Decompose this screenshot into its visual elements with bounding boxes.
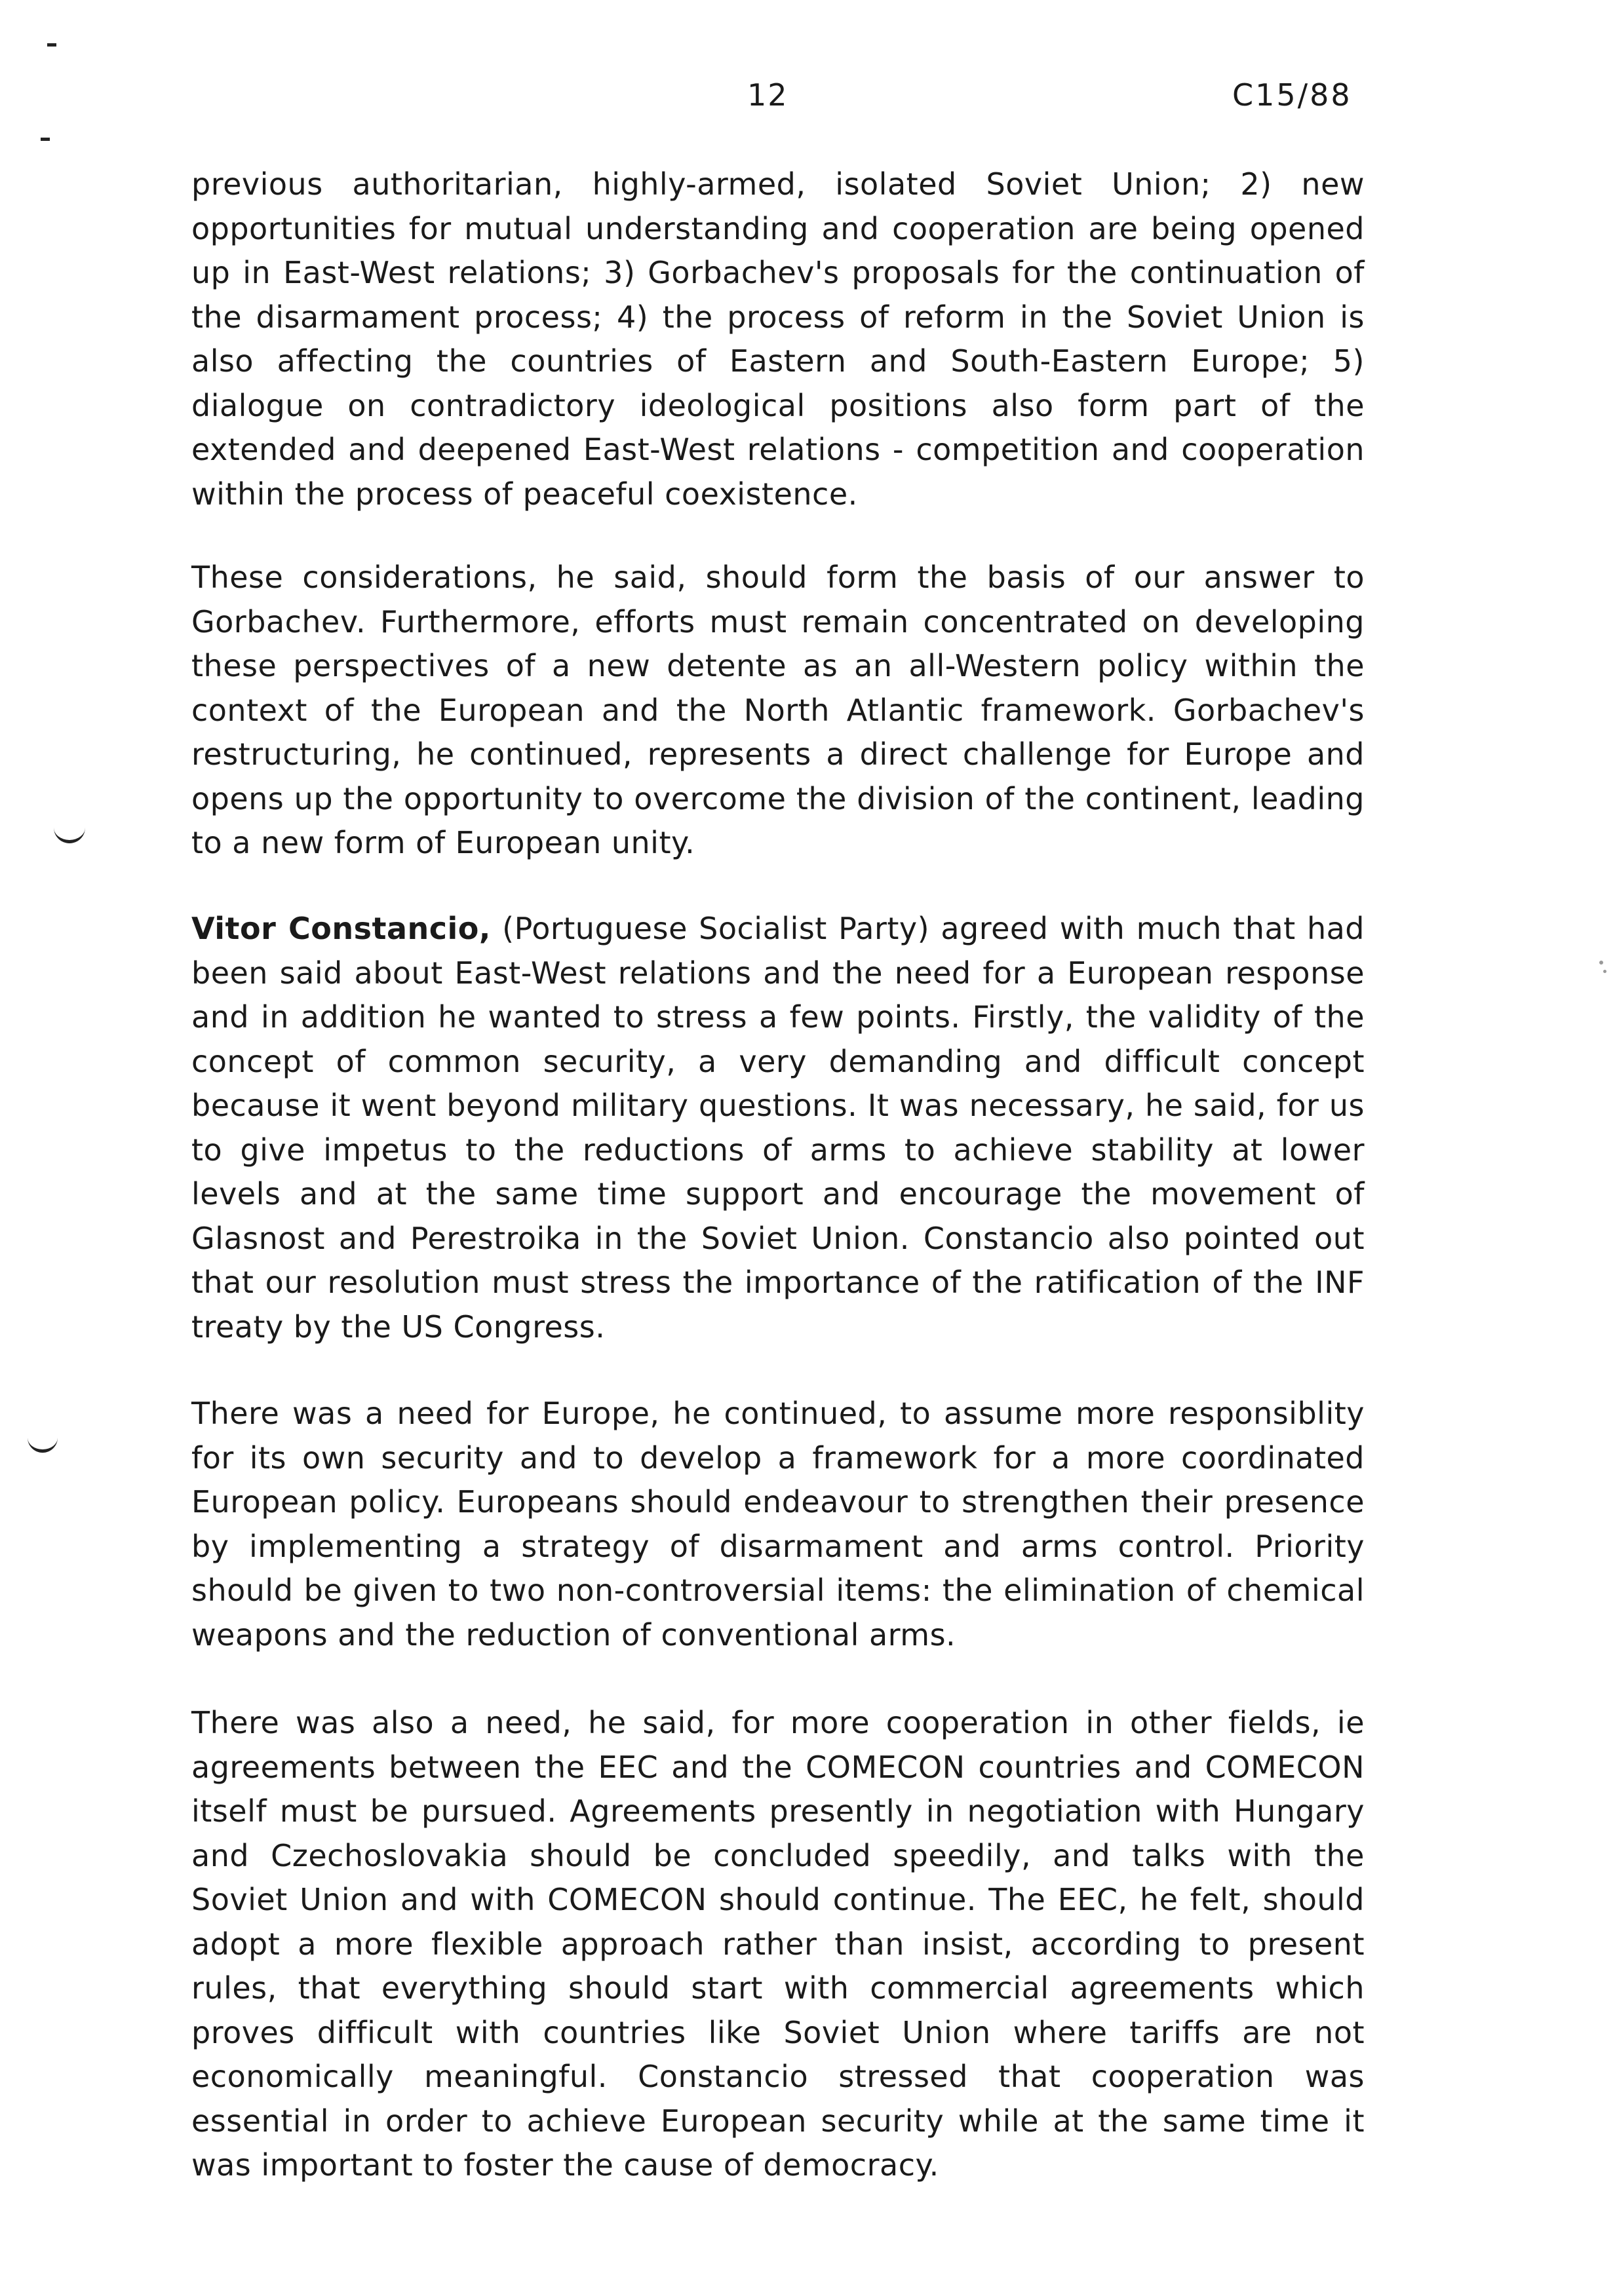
paragraph [191, 1392, 1365, 1657]
paragraph [191, 1701, 1365, 2188]
scan-mark [28, 1435, 58, 1453]
paragraph-text: previous authoritarian, highly-armed, isolated Soviet Union; 2) new opportunities for mutual understanding and cooperation are being opened up in East-West relations; 3) Gorbachev's proposals for the continuation of the disarmament process; 4) the process of reform in the Soviet Union is also affecting the countries of Eastern and South-Eastern Europe; 5) dialogue on contradictory ideological positions also form part of the extended and deepened East-West relations - competition and cooperation within the process of peaceful coexistence. [191, 166, 1365, 512]
scan-mark [47, 43, 56, 47]
page-number: 12 [747, 77, 788, 113]
scan-speck [1599, 961, 1603, 965]
body-text-block [191, 1392, 1365, 1701]
body-text-block [191, 907, 1365, 1393]
paragraph-text: (Portuguese Socialist Party) agreed with much that had been said about East-West relations and the need for a European response and in addition he wanted to stress a few points. Firstly, the validity of the concept of common security, a very demanding and difficult concept because it went beyond military questions. It was necessary, he said, for us to give impetus to the reductions of arms to achieve stability at lower levels and at the same time support and encourage the movement of Glasnost and Perestroika in the Soviet Union. Constancio also pointed out that our resolution must stress the importance of the ratification of the INF treaty by the US Congress. [191, 911, 1365, 1345]
paragraph-text: These considerations, he said, should form the basis of our answer to Gorbachev. Furthermore, efforts must remain concentrated on developing these perspectives of a new detente as an all-Western policy within the context of the European and the North Atlantic framework. Gorbachev's restructuring, he continued, represents a direct challenge for Europe and opens up the opportunity to overcome the division of the continent, leading to a new form of European unity. [191, 560, 1365, 860]
body-text-block [191, 1701, 1365, 2232]
paragraph-text: There was also a need, he said, for more cooperation in other fields, ie agreements between the EEC and the COMECON countries and COMECON itself must be pursued. Agreements presently in negotiation with Hungary and Czechoslovakia should be concluded speedily, and talks with the Soviet Union and with COMECON should continue. The EEC, he felt, should adopt a more flexible approach rather than insist, according to present rules, that everything should start with commercial agreements which proves difficult with countries like Soviet Union where tariffs are not economically meaningful. Constancio stressed that cooperation was essential in order to achieve European security while at the same time it was important to foster the cause of democracy. [191, 1705, 1365, 2183]
scan-speck [1603, 970, 1606, 973]
scan-mark [54, 826, 85, 843]
speaker-name: Vitor Constancio, [191, 911, 491, 946]
body-text-block [191, 163, 1365, 560]
scan-mark [41, 138, 50, 141]
paragraph [191, 163, 1365, 516]
document-reference: C15/88 [1232, 77, 1352, 113]
paragraph-text: There was a need for Europe, he continued, to assume more responsiblity for its own security and to develop a framework for a more coordinated European policy. Europeans should endeavour to strengthen their presence by implementing a strategy of disarmament and arms control. Priority should be given to two non-controversial items: the elimination of chemical weapons and the reduction of conventional arms. [191, 1396, 1365, 1653]
body-text-block [191, 556, 1365, 909]
paragraph [191, 556, 1365, 866]
paragraph [191, 907, 1365, 1349]
